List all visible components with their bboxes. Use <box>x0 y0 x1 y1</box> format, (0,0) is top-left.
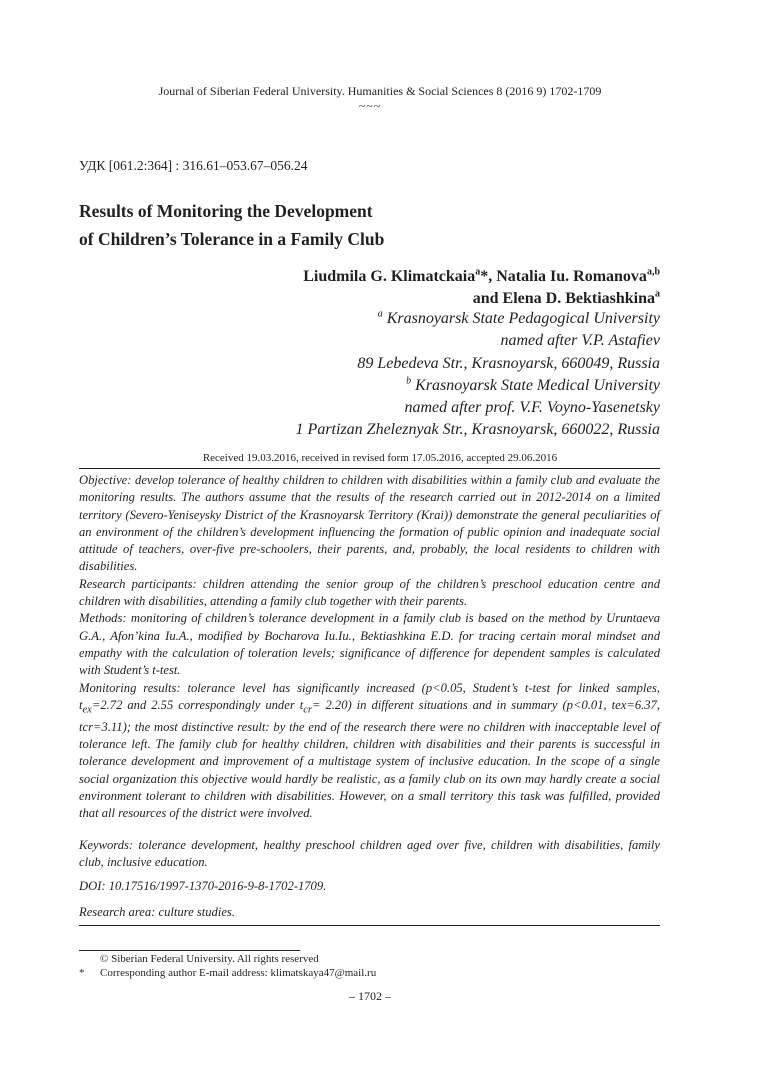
affil-b-line-3: 1 Partizan Zheleznyak Str., Krasnoyarsk, 660022, Russia <box>295 421 660 439</box>
udk-code: УДК [061.2:364] : 316.61–053.67–056.24 <box>79 158 308 173</box>
title-line-1: Results of Monitoring the Development <box>79 201 373 221</box>
abstract-top-rule <box>79 468 660 469</box>
affil-b-line-1: $^b$ Krasnoyarsk State Medical University <box>406 375 660 394</box>
t-cr-subscript: cr <box>303 704 312 716</box>
page-number: – 1702 – <box>349 989 391 1003</box>
abstract-results: Monitoring results: tolerance level has significantly increased (p<0.05, Student’s t-test for linked samples, $t_{ex}=2.72$ and 2.55 correspondingly under $t_{cr}= 2.20$) in different situations and in summary (p<0.01, tex=6.37, tcr=3.11); the most distinctive result: by the end of the research there were no children with inacceptable level of tolerance left. The family club for healthy children, children with disabilities and their parents is successful in tolerance development and improvement of a multistage system of inclusive education. In the scope of a single social organization this objective would hardly be realistic, as a family club on its own may hardly create a social environment tolerant to children with disabilities. However, on a small territory this task was fulfilled, provided that all resources of the district were involved. <box>79 680 661 821</box>
doi: DOI: 10.17516/1997-1370-2016-9-8-1702-1709. <box>79 879 327 893</box>
authors <box>303 266 660 310</box>
t-ex-subscript: ex <box>82 704 92 716</box>
received-dates: Received 19.03.2016, received in revised form 17.05.2016, accepted 29.06.2016 <box>202 452 558 464</box>
affil-b-sup: b <box>406 375 412 387</box>
abstract-methods: Methods: monitoring of children’s tolerance development in a family club is based on the method by Uruntaeva G.A., Afon’kina Iu.A., modified by Bocharova Iu.Iu., Bektiashkina E.D. for tracing certain moral mindset and empathy with the calculation of toleration levels; significance of difference for dependent samples is calculated with Student’s t-test. <box>79 611 660 678</box>
affil-a-line-3: 89 Lebedeva Str., Krasnoyarsk, 660049, Russia <box>357 354 660 372</box>
corresponding-email: Corresponding author E-mail address: klimatskaya47@mail.ru <box>100 967 377 979</box>
journal-header: Journal of Siberian Federal University. Humanities & Social Sciences 8 (2016 9) 1702-1709 <box>158 84 602 98</box>
affil-b-line-2: named after prof. V.F. Voyno-Yasenetsky <box>404 399 660 417</box>
keywords: Keywords: tolerance development, healthy preschool children aged over five, children with disabilities, family club, inclusive education. <box>79 838 660 870</box>
author-1-sup: a <box>475 266 481 278</box>
header-separator: ~~~ <box>358 99 382 113</box>
abstract-objective: Objective: develop tolerance of healthy children to children with disabilities within a family club and evaluate the monitoring results. The authors assume that the results of the research carried out in 2012-2014 on a limited territory (Severo-Yeniseysky District of the Krasnoyarsk Territory (Krai)) demonstrate the general peculiarities of an environment of the children’s development influencing the formation of public opinion and inadequate social attitude of teachers, over-five pre-schoolers, their parents, and, probably, the local residents to children with disabilities. <box>79 473 660 574</box>
abstract-participants: Research participants: children attending the senior group of the children’s preschool education centre and children with disabilities, attending a family club together with their parents. <box>79 576 660 609</box>
footnote-copyright: © Siberian Federal University. All rights reserved <box>100 953 319 965</box>
title-line-2: of Children’s Tolerance in a Family Club <box>79 229 385 249</box>
footnote-star: * <box>79 967 85 979</box>
author-3-sup: a <box>655 288 660 300</box>
footnote-rule <box>79 950 300 951</box>
author-1-name: Liudmila G. Klimatckaia <box>303 268 476 285</box>
affil-a-line-1: $^a$ Krasnoyarsk State Pedagogical University <box>377 308 660 327</box>
affil-a-sup: a <box>377 308 383 320</box>
author-1-mark: *, <box>480 268 497 285</box>
authors-line-2 <box>303 288 660 310</box>
footnote-corresponding <box>79 967 376 979</box>
author-2-sup: a,b <box>646 266 660 278</box>
author-3-name: and Elena D. Bektiashkina <box>472 290 655 307</box>
article-title <box>79 197 384 253</box>
research-area: Research area: culture studies. <box>79 905 235 919</box>
author-2-name: Natalia Iu. Romanova <box>496 268 647 285</box>
affiliations <box>296 308 660 442</box>
authors-line-1 <box>303 266 660 288</box>
abstract <box>79 472 660 822</box>
abstract-bottom-rule <box>79 925 660 926</box>
affil-a-line-2: named after V.P. Astafiev <box>500 332 660 350</box>
